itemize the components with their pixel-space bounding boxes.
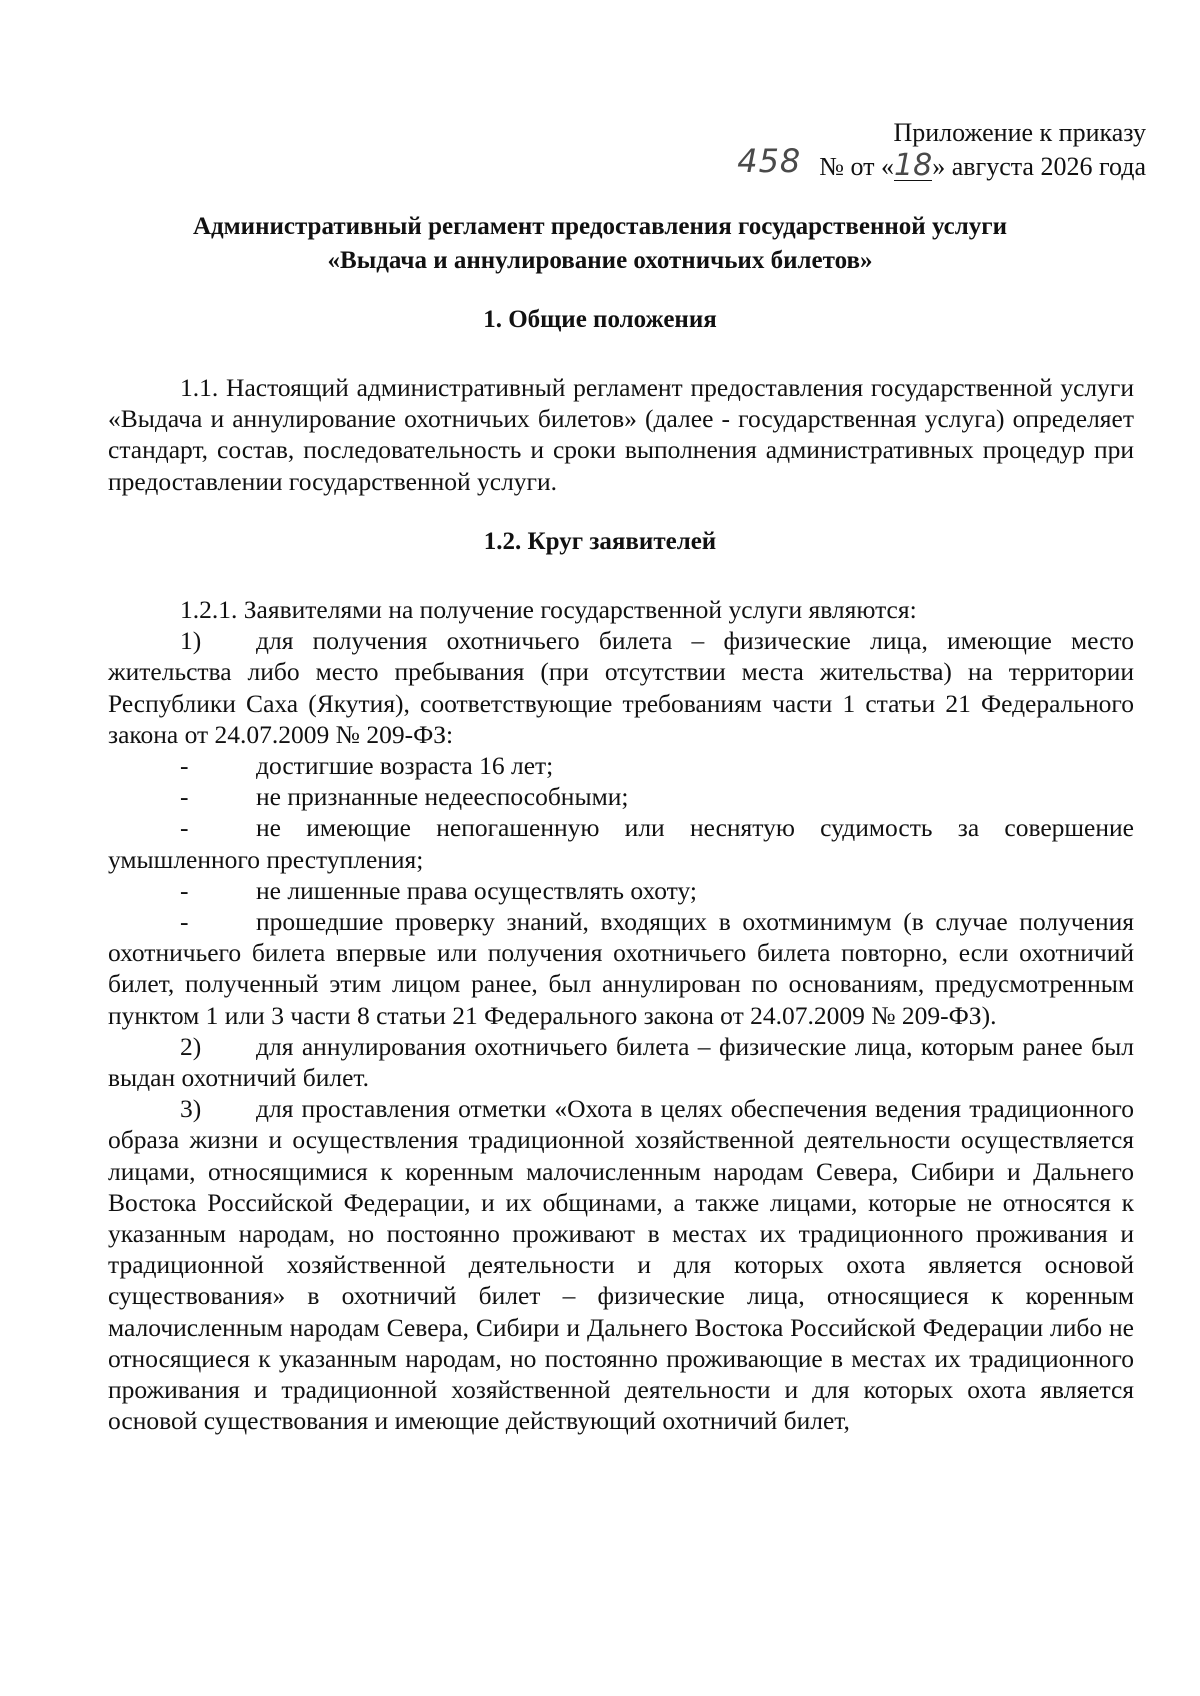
document-title-line1: Административный регламент предоставления государственной услуги [192,213,1008,240]
document-title-line2: «Выдача и аннулирование охотничьих билетов» [327,247,873,274]
section-general-body [108,372,1134,497]
list-item-3-text: для проставления отметки «Охота в целях обеспечения ведения традиционного образа жизни и осуществления традиционной хозяйственной деятельности осуществляется лицами, относящимися к коренным малочисленным народам Севера, Сибири и Дальнего Востока Российской Федерации, и их общинами, а также лицами, которые не относятся к указанным народам, но постоянно проживают в местах их традиционного проживания и традиционной хозяйственной деятельности и для которых охота является основой существования» в охотничий билет – физические лица, относящиеся к коренным малочисленным народам Севера, Сибири и Дальнего Востока Российской Федерации либо не относящиеся к указанным народам, но постоянно проживающие в местах их традиционного проживания и традиционной хозяйственной деятельности и для которых охота является основой существования и имеющие действующий охотничий билет, [108,1094,1134,1436]
order-header-line2 [737,142,1146,184]
dash-item-text: не лишенные права осуществлять охоту; [256,875,697,905]
dash-mark: - [180,875,189,905]
dash-mark: - [180,907,189,937]
list-item-2-number: 2) [180,1031,202,1061]
order-header-line1: Приложение к приказу [893,118,1146,147]
list-item-3-number: 3) [180,1094,202,1124]
dash-item [108,781,1134,812]
list-item-1-text: для получения охотничьего билета – физические лица, имеющие место жительства либо место пребывания (при отсутствии места жительства) на территории Республики Саха (Якутия), соответствующие требованиям части 1 статьи 21 Федерального закона от 24.07.2009 № 209-ФЗ: [108,626,1134,749]
dash-item [108,812,1134,874]
dash-item-text: не признанные недееспособными; [256,782,629,812]
dash-item-text: прошедшие проверку знаний, входящих в охотминимум (в случае получения охотничьего билета впервые или получения охотничьего билета повторно, если охотничий билет, полученный этим лицом ранее, был аннулирован по основаниям, предусмотренным пунктом 1 или 3 части 8 статьи 21 Федерального закона от 24.07.2009 № 209-ФЗ). [108,907,1134,1030]
dash-mark: - [180,782,189,812]
dash-item-text: не имеющие непогашенную или неснятую судимость за совершение умышленного преступления; [108,813,1134,874]
section-heading-general: 1. Общие положения [483,306,717,333]
section-heading-applicants: 1.2. Круг заявителей [483,528,717,555]
list-item-1 [108,625,1134,750]
list-item-3 [108,1093,1134,1436]
list-item-1-number: 1) [180,626,202,656]
dash-mark: - [180,751,189,781]
dash-item-text: достигшие возраста 16 лет; [256,751,554,781]
order-number-prefix: № от « [819,152,895,181]
dash-mark: - [180,813,189,843]
document-title [90,210,1110,278]
order-date-suffix: » августа 2026 года [932,152,1146,181]
section-applicants-body [108,594,1134,1436]
dash-item [108,875,1134,906]
list-item-2 [108,1031,1134,1093]
list-item-2-text: для аннулирования охотничьего билета – физические лица, которым ранее был выдан охотничий билет. [108,1031,1134,1093]
dash-item [108,906,1134,1031]
paragraph-1-2-1: 1.2.1. Заявителями на получение государственной услуги являются: [180,595,917,624]
order-header [737,116,1146,184]
handwritten-order-number: 458 [737,142,802,180]
dash-item [108,750,1134,781]
paragraph-1-1: 1.1. Настоящий административный регламент предоставления государственной услуги «Выдача и аннулирование охотничьих билетов» (далее - государственная услуга) определяет стандарт, состав, последовательность и сроки выполнения административных процедур при предоставлении государственной услуги. [108,373,1134,496]
handwritten-day: 18 [894,148,933,183]
